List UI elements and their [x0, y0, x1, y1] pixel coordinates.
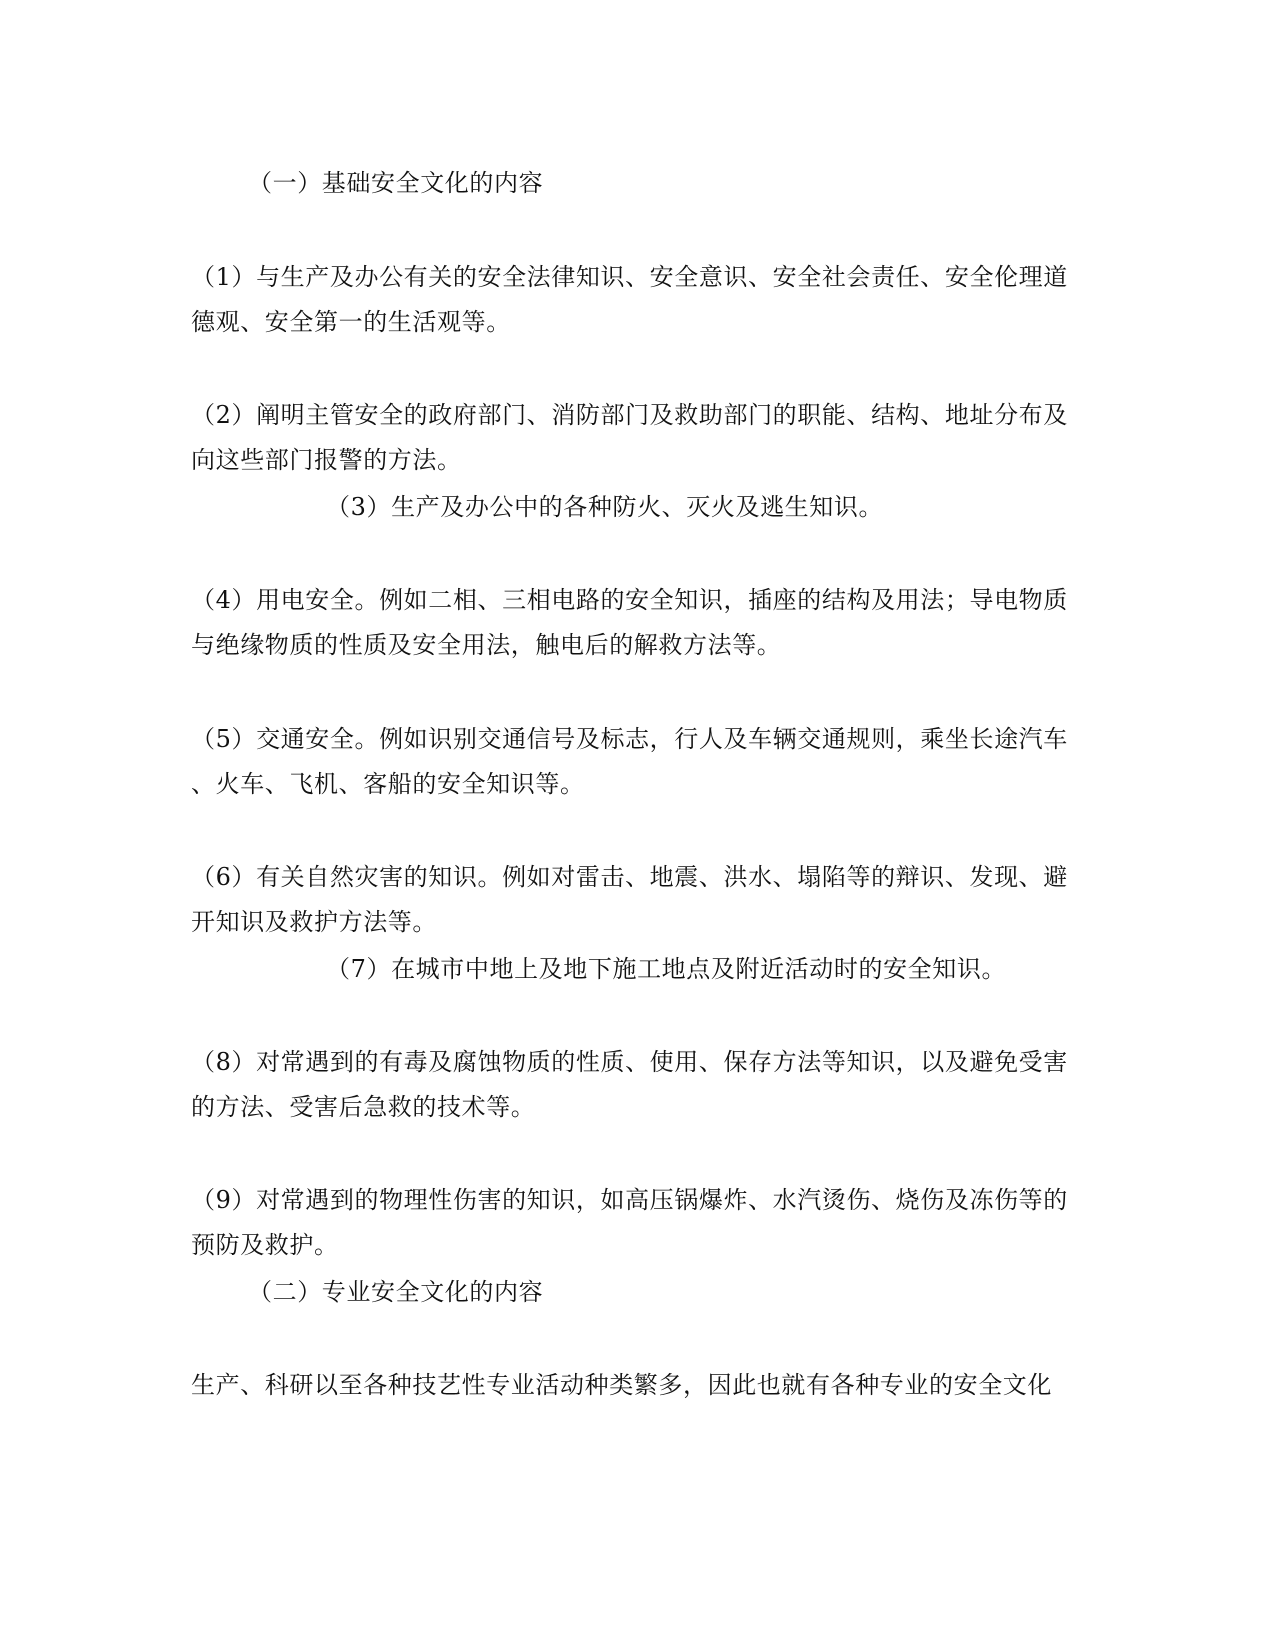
item-4-line-1: （4）用电安全。例如二相、三相电路的安全知识，插座的结构及用法；导电物质 — [191, 586, 1068, 614]
item-8-line-1: （8）对常遇到的有毒及腐蚀物质的性质、使用、保存方法等知识，以及避免受害 — [191, 1048, 1068, 1076]
item-5-line-1: （5）交通安全。例如识别交通信号及标志，行人及车辆交通规则，乘坐长途汽车 — [191, 725, 1068, 753]
item-9-line-2: 预防及救护。 — [191, 1231, 339, 1259]
item-5-line-2: 、火车、飞机、客船的安全知识等。 — [191, 770, 585, 798]
section-heading-basic: （一）基础安全文化的内容 — [248, 169, 544, 197]
item-6-line-1: （6）有关自然灾害的知识。例如对雷击、地震、洪水、塌陷等的辩识、发现、避 — [191, 863, 1068, 891]
item-7-line-1: （7）在城市中地上及地下施工地点及附近活动时的安全知识。 — [326, 955, 1007, 983]
item-1-line-2: 德观、安全第一的生活观等。 — [191, 308, 511, 336]
item-4-line-2: 与绝缘物质的性质及安全用法，触电后的解救方法等。 — [191, 631, 782, 659]
item-2-line-1: （2）阐明主管安全的政府部门、消防部门及救助部门的职能、结构、地址分布及 — [191, 401, 1068, 429]
item-2-line-2: 向这些部门报警的方法。 — [191, 446, 462, 474]
section-2-paragraph: 生产、科研以至各种技艺性专业活动种类繁多，因此也就有各种专业的安全文化 — [191, 1371, 1052, 1399]
item-3-line-1: （3）生产及办公中的各种防火、灭火及逃生知识。 — [326, 493, 884, 521]
item-9-line-1: （9）对常遇到的物理性伤害的知识，如高压锅爆炸、水汽烫伤、烧伤及冻伤等的 — [191, 1186, 1068, 1214]
item-8-line-2: 的方法、受害后急救的技术等。 — [191, 1093, 536, 1121]
item-6-line-2: 开知识及救护方法等。 — [191, 908, 437, 936]
item-1-line-1: （1）与生产及办公有关的安全法律知识、安全意识、安全社会责任、安全伦理道 — [191, 263, 1068, 291]
section-heading-professional: （二）专业安全文化的内容 — [248, 1278, 544, 1306]
